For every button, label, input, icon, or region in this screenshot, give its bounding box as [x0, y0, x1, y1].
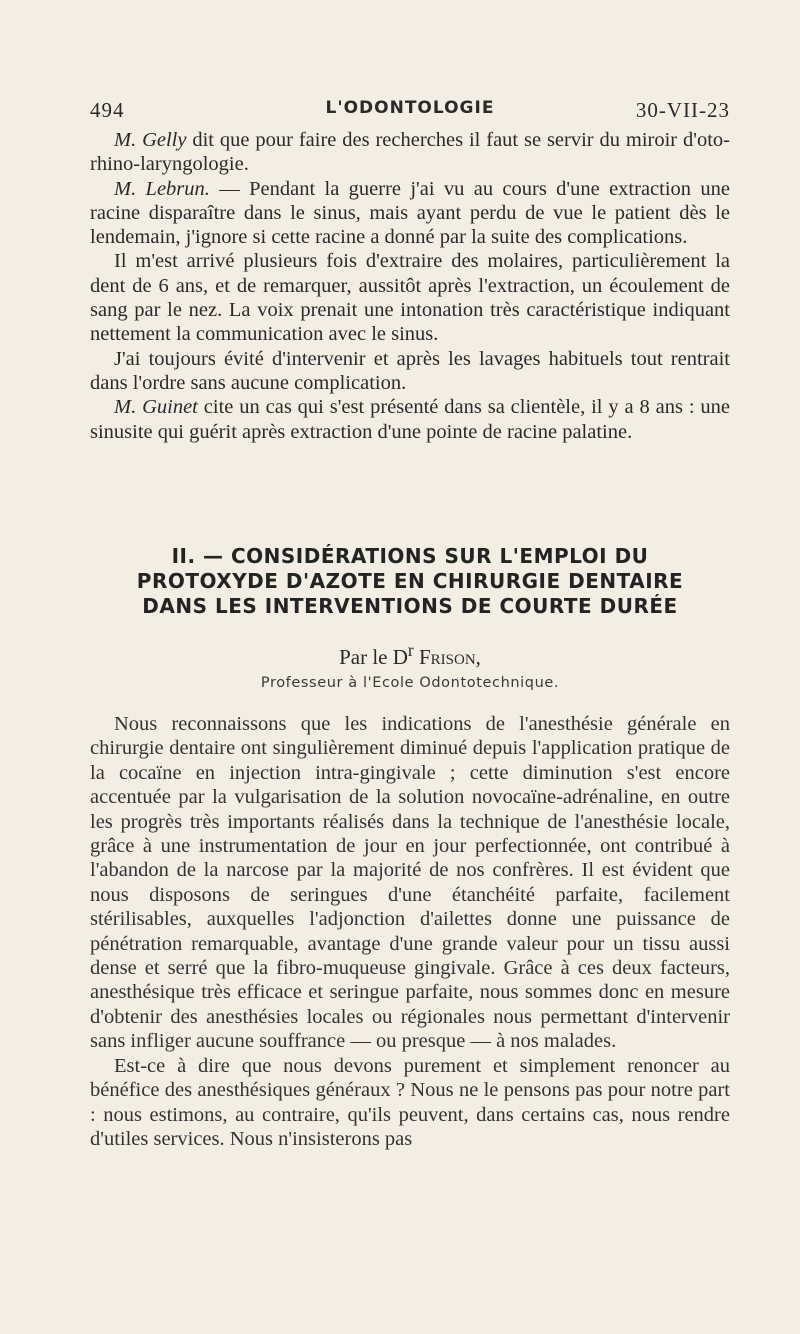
- paragraph-text: Il m'est arrivé plusieurs fois d'extraire des molaires, particulièrement la dent de 6 ans, et de remarquer, aussitôt après l'extraction, un écoulement de sang par le nez. La voix prenait une intonation très caractéristique indiquant nettement la communication avec le sinus.: [90, 250, 730, 346]
- paragraph: [90, 128, 730, 177]
- paragraph: [90, 177, 730, 250]
- discussion-text: [90, 128, 730, 444]
- heading-line: II. — CONSIDÉRATIONS SUR L'EMPLOI DU: [171, 544, 649, 568]
- issue-date: 30-VII-23: [635, 98, 730, 122]
- paragraph-text: — Pendant la guerre j'ai vu au cours d'une extraction une racine disparaître dans le sinus, mais ayant perdu de vue le patient dès le lendemain, j'ignore si cette racine a donné par la suite des complications.: [90, 177, 730, 249]
- speaker-name: M. Lebrun.: [114, 177, 210, 200]
- section-heading: [90, 544, 730, 619]
- running-header: [90, 98, 730, 128]
- speaker-name: M. Guinet: [114, 396, 198, 419]
- author-name: Frison,: [418, 645, 481, 669]
- paragraph-text: dit que pour faire des recherches il faut se servir du miroir d'oto-rhino-laryngologie.: [90, 129, 730, 176]
- heading-line: DANS LES INTERVENTIONS DE COURTE DURÉE: [142, 594, 678, 618]
- paragraph: [90, 347, 730, 396]
- paragraph: Nous reconnaissons que les indications de l'anesthésie générale en chirurgie dentaire ont singulièrement diminué depuis l'application pratique de la cocaïne en injection intra-gingivale ; cette diminution s'est encore accentuée par la vulgarisation de la solution novocaïne-adrénaline, en outre les progrès très importants réalisés dans la technique de l'anesthésie locale, grâce à une instrumentation de jour en jour perfectionnée, ont contribué à l'abandon de la narcose par la majorité de nos confrères. Il est évident que nous disposons de seringues d'une étanchéité parfaite, facilement stérilisables, auxquelles l'adjonction d'ailettes donne une puissance de pénétration remarquable, avantage d'une grande valeur pour un tissu aussi dense et serré que la fibro-muqueuse gingivale. Grâce à ces deux facteurs, anesthésique très efficace et seringue parfaite, nous sommes donc en mesure d'obtenir des anesthésies locales ou régionales nous permettant d'intervenir sans infliger aucune souffrance — ou presque — à nos malades.: [90, 713, 730, 1053]
- speaker-name: M. Gelly: [114, 129, 187, 151]
- paragraph: Est-ce à dire que nous devons purement et simplement renoncer au bénéfice des anesthésiques généraux ? Nous ne le pensons pas pour notre part : nous estimons, au contraire, qu'ils peuvent, dans certains cas, nous rendre d'utiles services. Nous n'insisterons pas: [90, 1054, 730, 1150]
- paragraph: [90, 249, 730, 346]
- paragraph-text: cite un cas qui s'est présenté dans sa clientèle, il y a 8 ans : une sinusite qui guérit après extraction d'une pointe de racine palatine.: [90, 396, 730, 443]
- heading-line: PROTOXYDE D'AZOTE EN CHIRURGIE DENTAIRE: [136, 569, 684, 593]
- journal-title: L'ODONTOLOGIE: [325, 98, 495, 118]
- page-number: 494: [90, 98, 125, 122]
- paragraph: [90, 395, 730, 444]
- title-superscript: r: [407, 640, 414, 660]
- paragraph-text: J'ai toujours évité d'intervenir et après les lavages habituels tout rentrait dans l'ordre sans aucune complication.: [90, 347, 730, 394]
- author-affiliation: Professeur à l'Ecole Odontotechnique.: [260, 675, 560, 691]
- article-text: [90, 712, 730, 1151]
- byline-prefix: Par le D: [339, 645, 408, 669]
- author-byline: [90, 640, 730, 670]
